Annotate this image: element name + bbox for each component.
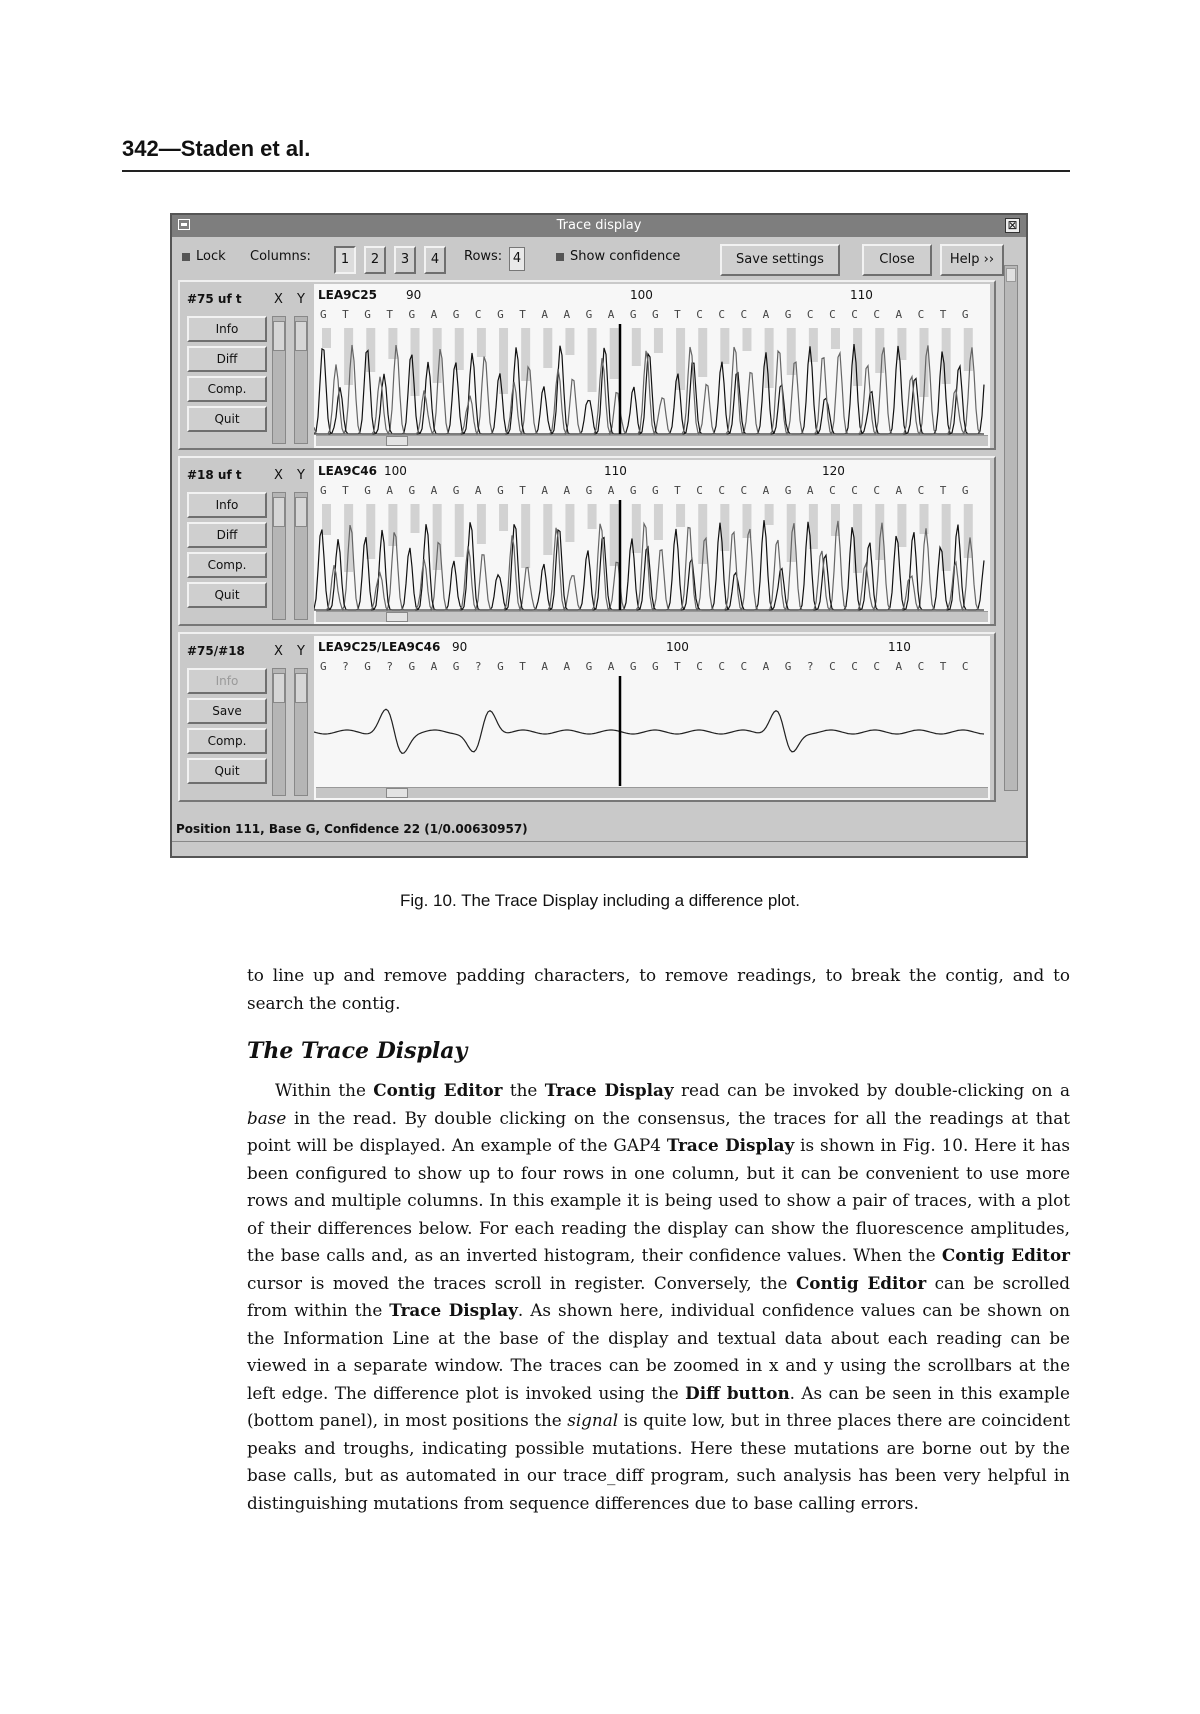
base-call[interactable]: G	[452, 484, 460, 497]
position-tick-label: 110	[850, 288, 873, 302]
base-call[interactable]: C	[474, 308, 482, 321]
confidence-bar	[809, 328, 818, 362]
base-call[interactable]: G	[497, 308, 504, 321]
base-call[interactable]: C	[917, 660, 925, 673]
x-zoom-scrollbar[interactable]	[272, 668, 286, 796]
confidence-bar	[543, 328, 552, 368]
position-tick-label: 90	[452, 640, 468, 654]
position-tick-label: 120	[822, 464, 845, 478]
y-zoom-label: Y	[297, 292, 305, 307]
y-zoom-scrollbar[interactable]	[294, 492, 308, 620]
base-call[interactable]: G	[784, 660, 792, 673]
panel-id-label: #75/#18	[187, 644, 245, 658]
base-call[interactable]: A	[895, 660, 903, 673]
confidence-bar	[322, 328, 331, 348]
base-call[interactable]: T	[386, 308, 394, 321]
term-trace-display: Trace Display	[389, 1300, 518, 1320]
base-call[interactable]: C	[873, 660, 880, 673]
base-call[interactable]: G	[784, 484, 792, 497]
base-call[interactable]: G	[364, 660, 371, 673]
base-call[interactable]: A	[607, 308, 615, 321]
scroll-thumb[interactable]	[1006, 268, 1016, 282]
term-contig-editor: Contig Editor	[941, 1245, 1070, 1265]
diff-button[interactable]: Diff	[187, 346, 267, 372]
base-call[interactable]: G	[629, 660, 637, 673]
text-run: . As shown here, individual confidence values can be shown on the Information Line at the base of the display and textual data about each reading can be viewed in a separate window. The traces can be zoomed in x and y using the scrollbars at the left edge. The difference plot is invoked using the	[247, 1300, 1070, 1403]
scroll-thumb[interactable]	[386, 788, 408, 798]
base-call[interactable]: T	[674, 308, 681, 321]
base-call[interactable]: T	[939, 484, 947, 497]
base-call[interactable]: C	[740, 660, 748, 673]
base-call[interactable]: C	[851, 484, 858, 497]
confidence-bar	[477, 504, 486, 544]
base-call[interactable]: C	[873, 308, 880, 321]
base-call[interactable]: C	[917, 484, 925, 497]
term-trace-display: Trace Display	[544, 1080, 674, 1100]
base-call[interactable]: C	[718, 660, 726, 673]
base-call[interactable]: A	[541, 660, 548, 673]
comp-button[interactable]: Comp.	[187, 552, 267, 578]
panel-id-label: #18 uf t	[187, 468, 242, 482]
position-tick-label: 100	[384, 464, 407, 478]
base-call[interactable]: T	[939, 660, 947, 673]
base-call[interactable]: A	[762, 308, 770, 321]
difference-line	[314, 709, 984, 753]
text-run: the	[502, 1080, 545, 1100]
base-call[interactable]: C	[696, 484, 703, 497]
base-call[interactable]: A	[895, 308, 903, 321]
scroll-thumb[interactable]	[295, 321, 307, 351]
confidence-bar	[742, 328, 751, 351]
base-call[interactable]: C	[718, 308, 726, 321]
base-call[interactable]: T	[519, 660, 526, 673]
confidence-bar	[521, 328, 530, 381]
x-zoom-scrollbar[interactable]	[272, 316, 286, 444]
position-tick-label: 100	[666, 640, 689, 654]
base-call[interactable]: G	[320, 308, 327, 321]
base-call[interactable]: C	[851, 660, 858, 673]
base-call[interactable]: G	[585, 660, 593, 673]
base-call[interactable]: T	[342, 484, 349, 497]
confidence-bar	[388, 328, 397, 359]
base-call[interactable]: T	[342, 308, 349, 321]
window-bottom-strip	[172, 841, 1026, 857]
confidence-bar	[411, 504, 420, 533]
base-call[interactable]: T	[674, 660, 681, 673]
confidence-bar	[565, 328, 574, 355]
chromatogram	[314, 284, 990, 448]
confidence-bar	[455, 504, 464, 557]
help-button[interactable]: Help ››	[940, 244, 1004, 276]
confidence-bar	[765, 504, 774, 525]
columns-label: Columns:	[250, 249, 311, 264]
columns-option-3[interactable]: 3	[394, 246, 416, 274]
base-call[interactable]: C	[740, 308, 748, 321]
confidence-bar	[588, 504, 597, 529]
trace-plot[interactable]	[314, 460, 990, 624]
window-title: Trace display	[556, 218, 642, 233]
confidence-bar	[676, 504, 685, 527]
term-base: base	[247, 1107, 287, 1128]
panel-id-label: #75 uf t	[187, 292, 242, 306]
position-tick-label: 110	[604, 464, 627, 478]
trace-display-window	[170, 213, 1028, 858]
save-settings-button[interactable]: Save settings	[720, 244, 840, 276]
confidence-bar	[588, 328, 597, 392]
base-call[interactable]: G	[961, 484, 969, 497]
term-trace-display: Trace Display	[666, 1135, 795, 1155]
text-run: Within the	[275, 1080, 374, 1100]
trace-panel-1	[178, 280, 996, 450]
text-run: . As can be seen in this example (bottom panel), in most positions the	[247, 1382, 1070, 1430]
status-text: Position 111, Base G, Confidence 22 (1/0.00630957)	[176, 822, 528, 836]
base-call[interactable]: A	[895, 484, 903, 497]
trace-plot[interactable]	[314, 284, 990, 448]
position-tick-label: 110	[888, 640, 911, 654]
toolbar	[172, 238, 1026, 278]
information-line	[172, 820, 1026, 840]
scroll-thumb[interactable]	[295, 673, 307, 703]
scroll-thumb[interactable]	[386, 612, 408, 622]
base-call[interactable]: G	[408, 660, 416, 673]
lock-label: Lock	[196, 249, 226, 264]
base-call[interactable]: ?	[386, 660, 394, 673]
base-call[interactable]: G	[320, 660, 327, 673]
confidence-bar	[322, 504, 331, 535]
text-run: read can be invoked by double-clicking on a	[673, 1080, 1070, 1100]
window-titlebar[interactable]	[172, 215, 1026, 237]
confidence-bar	[477, 328, 486, 357]
scroll-thumb[interactable]	[386, 436, 408, 446]
base-call[interactable]: C	[873, 484, 880, 497]
scroll-thumb[interactable]	[273, 673, 285, 703]
difference-trace	[314, 636, 990, 800]
difference-plot[interactable]	[314, 636, 990, 800]
confidence-bar	[698, 328, 707, 377]
base-call[interactable]: C	[961, 660, 969, 673]
paragraph-1: to line up and remove padding characters, to remove readings, to break the contig, and to search the contig.	[247, 965, 1070, 1013]
y-zoom-scrollbar[interactable]	[294, 316, 308, 444]
base-call[interactable]: C	[806, 308, 814, 321]
confidence-bar	[676, 328, 685, 390]
position-tick-label: 100	[630, 288, 653, 302]
confidence-bar	[654, 328, 663, 353]
confidence-bar	[433, 328, 442, 383]
base-call[interactable]: A	[386, 484, 394, 497]
lock-checkbox[interactable]	[182, 249, 226, 264]
confidence-bar	[610, 328, 619, 379]
term-diff-button: Diff button	[685, 1382, 790, 1403]
base-call[interactable]: G	[652, 660, 659, 673]
base-call[interactable]: A	[541, 484, 548, 497]
x-zoom-label: X	[274, 292, 283, 307]
y-zoom-label: Y	[297, 468, 305, 483]
base-call[interactable]: G	[452, 308, 460, 321]
comp-button[interactable]: Comp.	[187, 376, 267, 402]
show-confidence-label: Show confidence	[570, 249, 681, 264]
confidence-bar	[632, 328, 641, 366]
base-call[interactable]: G	[961, 308, 969, 321]
confidence-bar	[366, 328, 375, 372]
header-rule	[122, 170, 1070, 172]
difference-panel	[178, 632, 996, 802]
save-button[interactable]: Save	[187, 698, 267, 724]
horizontal-scrollbar[interactable]	[316, 435, 988, 446]
text-run: is shown in Fig. 10. Here it has been configured to show up to four rows in one column, but it can be convenient to use more rows and multiple columns. In this example it is being used to show a pair of traces, with a plot of their differences below. For each reading the display can show the fluorescence amplitudes, the base calls and, as an inverted histogram, their confidence values. When the	[247, 1135, 1070, 1265]
base-call[interactable]: A	[430, 308, 438, 321]
base-call[interactable]: C	[917, 308, 925, 321]
base-call[interactable]: A	[430, 484, 438, 497]
base-call[interactable]: A	[563, 484, 571, 497]
term-contig-editor: Contig Editor	[373, 1080, 503, 1100]
base-call[interactable]: G	[652, 484, 659, 497]
close-button[interactable]: Close	[862, 244, 932, 276]
scroll-thumb[interactable]	[273, 497, 285, 527]
base-call[interactable]: G	[364, 484, 371, 497]
quit-button[interactable]: Quit	[187, 758, 267, 784]
base-call[interactable]: A	[762, 660, 770, 673]
x-zoom-label: X	[274, 468, 283, 483]
y-zoom-scrollbar[interactable]	[294, 668, 308, 796]
chromatogram	[314, 460, 990, 624]
info-button[interactable]: Info	[187, 492, 267, 518]
base-call[interactable]: A	[430, 660, 438, 673]
confidence-bar	[831, 328, 840, 349]
base-call[interactable]: A	[607, 660, 615, 673]
y-zoom-label: Y	[297, 644, 305, 659]
base-call[interactable]: A	[806, 484, 814, 497]
x-zoom-scrollbar[interactable]	[272, 492, 286, 620]
base-call[interactable]: C	[851, 308, 858, 321]
checkbox-icon	[182, 253, 190, 261]
base-call[interactable]: A	[541, 308, 548, 321]
position-tick-label: 90	[406, 288, 422, 302]
figure-caption: Fig. 10. The Trace Display including a difference plot.	[399, 891, 801, 910]
base-call[interactable]: T	[939, 308, 947, 321]
base-call[interactable]: T	[519, 484, 526, 497]
quit-button[interactable]: Quit	[187, 406, 267, 432]
running-head: 342—Staden et al.	[122, 136, 311, 161]
scroll-thumb[interactable]	[273, 321, 285, 351]
columns-option-1[interactable]: 1	[334, 246, 356, 274]
confidence-bar	[654, 504, 663, 540]
text-run: cursor is moved the traces scroll in register. Conversely, the	[247, 1272, 796, 1293]
rows-label: Rows:	[464, 249, 503, 264]
scroll-thumb[interactable]	[295, 497, 307, 527]
read-name: LEA9C25	[318, 288, 377, 302]
base-call[interactable]: C	[696, 660, 703, 673]
info-button[interactable]: Info	[187, 668, 267, 694]
base-call[interactable]: G	[320, 484, 327, 497]
base-call[interactable]: C	[829, 308, 836, 321]
confidence-bar	[897, 504, 906, 547]
base-call[interactable]: C	[740, 484, 748, 497]
confidence-bar	[543, 504, 552, 555]
confidence-bar	[720, 328, 729, 364]
quit-button[interactable]: Quit	[187, 582, 267, 608]
base-call[interactable]: T	[519, 308, 526, 321]
confidence-bar	[610, 504, 619, 566]
base-call[interactable]: A	[563, 308, 571, 321]
base-call[interactable]: G	[497, 660, 504, 673]
base-call[interactable]: T	[674, 484, 681, 497]
text-run: is quite low, but in three places there are coincident peaks and troughs, indicating possible mutations. Here these mutations are borne out by the base calls, but as automated in our trace_diff program, such analysis has been very helpful in distinguishing mutations from sequence differences due to base calling errors.	[247, 1410, 1070, 1513]
info-button[interactable]: Info	[187, 316, 267, 342]
columns-option-2[interactable]: 2	[364, 246, 386, 274]
show-confidence-checkbox[interactable]	[556, 249, 680, 264]
confidence-bar	[787, 328, 796, 375]
base-call[interactable]: G	[629, 484, 637, 497]
confidence-bar	[920, 504, 929, 534]
horizontal-scrollbar[interactable]	[316, 611, 988, 622]
base-call[interactable]: G	[585, 308, 593, 321]
base-call[interactable]: C	[696, 308, 703, 321]
term-signal: signal	[567, 1410, 619, 1430]
diff-button[interactable]: Diff	[187, 522, 267, 548]
confidence-bar	[853, 328, 862, 386]
checkbox-icon	[556, 253, 564, 261]
confidence-bar	[499, 504, 508, 531]
base-call[interactable]: A	[563, 660, 571, 673]
base-call[interactable]: ?	[342, 660, 349, 673]
columns-option-4[interactable]: 4	[424, 246, 446, 274]
confidence-bar	[411, 328, 420, 396]
confidence-bar	[521, 504, 530, 568]
trace-panel-2	[178, 456, 996, 626]
x-zoom-label: X	[274, 644, 283, 659]
read-name: LEA9C46	[318, 464, 377, 478]
confidence-bar	[499, 328, 508, 394]
base-call[interactable]: G	[629, 308, 637, 321]
base-call[interactable]: G	[452, 660, 460, 673]
base-call[interactable]: A	[607, 484, 615, 497]
base-call[interactable]: A	[474, 484, 482, 497]
horizontal-scrollbar[interactable]	[316, 787, 988, 798]
comp-button[interactable]: Comp.	[187, 728, 267, 754]
base-call[interactable]: G	[585, 484, 593, 497]
base-call[interactable]: G	[652, 308, 659, 321]
base-call[interactable]: ?	[806, 660, 814, 673]
rows-input[interactable]: 4	[509, 247, 525, 271]
base-call[interactable]: G	[784, 308, 792, 321]
read-name: LEA9C25/LEA9C46	[318, 640, 441, 654]
base-call[interactable]: G	[408, 484, 416, 497]
text-run: in the read. By double clicking on the consensus, the traces for all the readings at that point will be displayed. An example of the GAP4	[247, 1107, 1070, 1155]
section-heading: The Trace Display	[247, 1038, 468, 1064]
base-call[interactable]: C	[718, 484, 726, 497]
base-call[interactable]: C	[829, 660, 836, 673]
paragraph-2	[247, 1077, 1070, 1517]
confidence-bar	[344, 328, 353, 385]
base-call[interactable]: A	[762, 484, 770, 497]
base-call[interactable]: G	[408, 308, 416, 321]
window-close-icon[interactable]: ⊠	[1005, 218, 1020, 233]
text-run: can be scrolled from within the	[247, 1272, 1070, 1320]
base-call[interactable]: G	[497, 484, 504, 497]
term-contig-editor: Contig Editor	[795, 1272, 927, 1293]
base-call[interactable]: C	[829, 484, 836, 497]
panels-scrollbar[interactable]	[1004, 265, 1018, 791]
base-call[interactable]: G	[364, 308, 371, 321]
base-call[interactable]: ?	[474, 660, 482, 673]
confidence-bar	[565, 504, 574, 542]
